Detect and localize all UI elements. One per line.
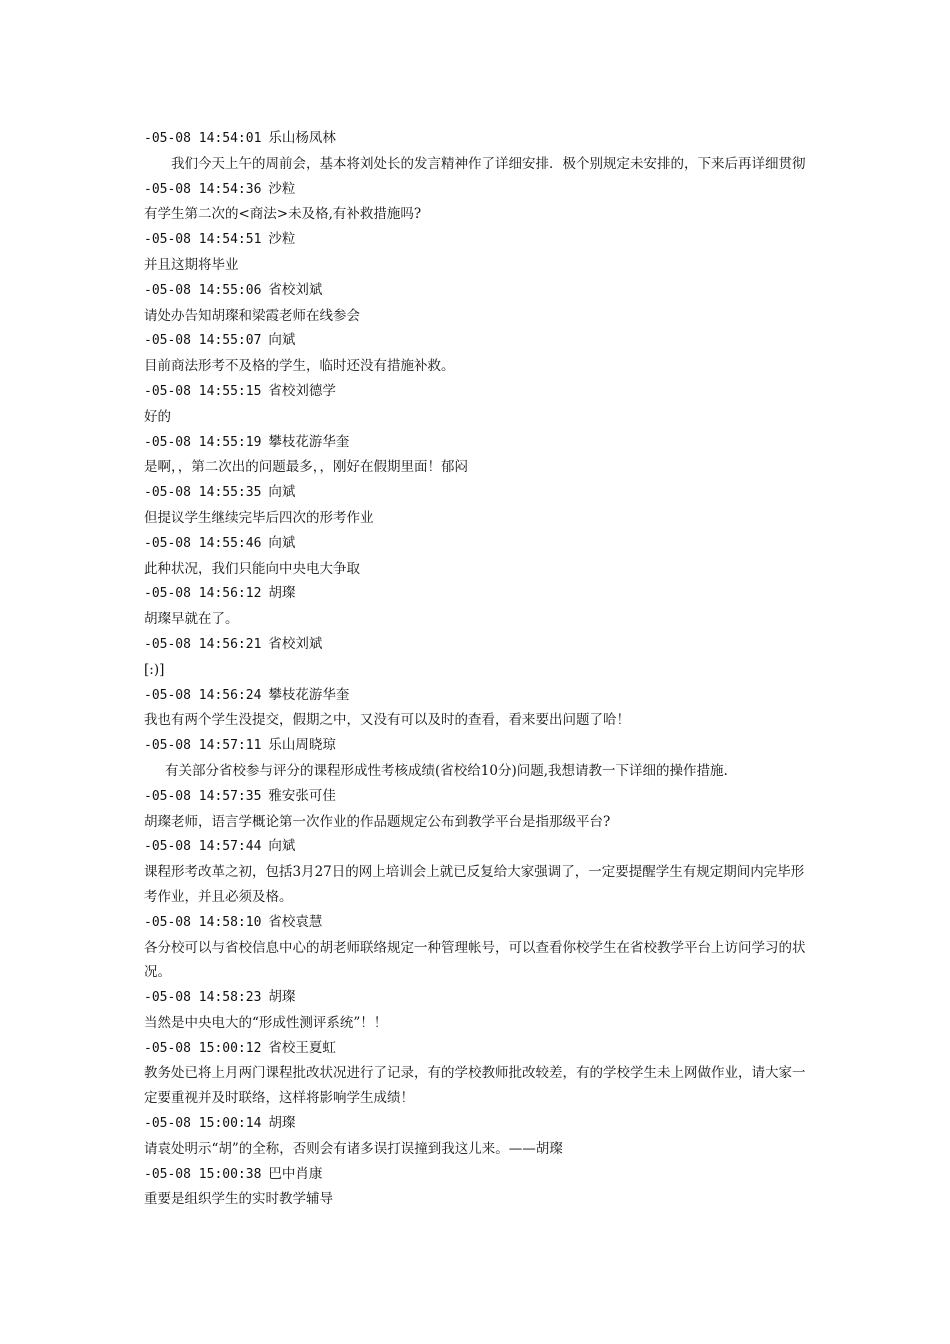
entry-header — [144, 531, 808, 557]
entry-timestamp: -05-08 14:55:19 — [144, 434, 262, 450]
entry-header — [144, 480, 808, 506]
entry-message: 有关部分省校参与评分的课程形成性考核成绩(省校给10分)问题,我想请教一下详细的操作措施. — [165, 762, 728, 779]
entry-message: 我也有两个学生没提交，假期之中，又没有可以及时的查看，看来要出问题了哈！ — [144, 712, 630, 729]
entry-author: 沙粒 — [268, 231, 296, 248]
entry-author: 向斌 — [268, 838, 296, 855]
entry-timestamp: -05-08 14:54:51 — [144, 232, 262, 248]
chat-entry — [144, 278, 808, 329]
entry-header — [144, 632, 808, 658]
entry-header — [144, 278, 808, 304]
entry-message: 请袁处明示“胡”的全称，否则会有诸多误打误撞到我这儿来。——胡璨 — [144, 1140, 563, 1157]
entry-header — [144, 910, 808, 936]
entry-message: 我们今天上午的周前会，基本将刘处长的发言精神作了详细安排．极个别规定未安排的，下来后再详细贯彻 — [171, 155, 806, 172]
entry-message: 此种状况，我们只能向中央电大争取 — [144, 560, 360, 577]
entry-author: 省校袁慧 — [268, 913, 323, 930]
chat-entry — [144, 328, 808, 379]
chat-entry — [144, 683, 808, 734]
chat-entry — [144, 784, 808, 835]
entry-header — [144, 683, 808, 709]
entry-timestamp: -05-08 14:57:44 — [144, 839, 262, 855]
entry-timestamp: -05-08 14:54:01 — [144, 131, 262, 146]
entry-author: 向斌 — [268, 332, 296, 349]
entry-author: 省校刘斌 — [268, 635, 323, 652]
entry-author: 雅安张可佳 — [268, 787, 336, 804]
chat-entry — [144, 1111, 808, 1162]
entry-timestamp: -05-08 14:55:15 — [144, 383, 262, 399]
entry-message: 胡璨老师，语言学概论第一次作业的作品题规定公布到教学平台是指那级平台? — [144, 813, 611, 830]
entry-header — [144, 177, 808, 203]
entry-timestamp: -05-08 14:55:35 — [144, 485, 262, 501]
entry-header — [144, 784, 808, 810]
entry-header — [144, 834, 808, 860]
entry-header — [144, 379, 808, 405]
entry-timestamp: -05-08 14:54:36 — [144, 181, 262, 197]
chat-entry — [144, 227, 808, 278]
entry-header — [144, 733, 808, 759]
entry-timestamp: -05-08 14:57:35 — [144, 788, 262, 804]
chat-entry — [144, 910, 808, 985]
chat-log — [144, 126, 808, 1212]
chat-entry — [144, 379, 808, 430]
entry-author: 向斌 — [268, 534, 296, 551]
entry-author: 胡璨 — [268, 989, 296, 1006]
chat-entry — [144, 581, 808, 632]
entry-header — [144, 1162, 808, 1188]
entry-timestamp: -05-08 14:58:23 — [144, 990, 262, 1006]
entry-message: 但提议学生继续完毕后四次的形考作业 — [144, 509, 374, 526]
entry-timestamp: -05-08 15:00:38 — [144, 1166, 262, 1182]
entry-header — [144, 328, 808, 354]
chat-entry — [144, 177, 808, 228]
entry-message: 目前商法形考不及格的学生，临时还没有措施补救。 — [144, 358, 455, 375]
entry-author: 省校王夏虹 — [268, 1039, 336, 1056]
entry-author: 乐山杨凤林 — [268, 130, 336, 146]
entry-timestamp: -05-08 15:00:12 — [144, 1040, 262, 1056]
entry-message: 请处办告知胡璨和梁霞老师在线参会 — [144, 307, 360, 324]
entry-header — [144, 1111, 808, 1137]
entry-message: 当然是中央电大的“形成性测评系统”！！ — [144, 1014, 388, 1031]
entry-timestamp: -05-08 14:56:12 — [144, 586, 262, 602]
entry-timestamp: -05-08 15:00:14 — [144, 1116, 262, 1132]
entry-header — [144, 430, 808, 456]
entry-message: [:)] — [144, 661, 165, 678]
entry-author: 攀枝花游华奎 — [268, 433, 350, 450]
entry-message: 教务处已将上月两门课程批改状况进行了记录，有的学校教师批改较差，有的学校学生未上网做作业，请大家一定要重视并及时联络，这样将影响学生成绩！ — [144, 1065, 806, 1107]
entry-header — [144, 126, 808, 152]
entry-timestamp: -05-08 14:56:21 — [144, 636, 262, 652]
entry-header — [144, 227, 808, 253]
entry-author: 省校刘德学 — [268, 382, 336, 399]
entry-message: 课程形考改革之初，包括3月27日的网上培训会上就已反复给大家强调了，一定要提醒学生有规定期间内完毕形考作业，并且必须及格。 — [144, 864, 805, 905]
entry-author: 省校刘斌 — [268, 281, 323, 298]
entry-timestamp: -05-08 14:55:46 — [144, 535, 262, 551]
entry-message: 各分校可以与省校信息中心的胡老师联络规定一种管理帐号，可以查看你校学生在省校教学平台上访问学习的状况。 — [144, 939, 806, 981]
entry-timestamp: -05-08 14:57:11 — [144, 738, 262, 754]
entry-message: 重要是组织学生的实时教学辅导 — [144, 1191, 333, 1208]
entry-author: 胡璨 — [268, 1115, 296, 1132]
entry-header — [144, 1036, 808, 1062]
chat-entry — [144, 632, 808, 683]
entry-author: 向斌 — [268, 484, 296, 501]
chat-entry — [144, 531, 808, 582]
chat-entry — [144, 1036, 808, 1111]
entry-timestamp: -05-08 14:58:10 — [144, 914, 262, 930]
chat-entry — [144, 985, 808, 1036]
entry-author: 巴中肖康 — [268, 1165, 323, 1182]
entry-message: 有学生第二次的<商法>未及格,有补救措施吗? — [144, 206, 422, 223]
entry-message: 好的 — [144, 408, 171, 425]
entry-timestamp: -05-08 14:55:07 — [144, 333, 262, 349]
chat-entry — [144, 430, 808, 481]
entry-timestamp: -05-08 14:55:06 — [144, 282, 262, 298]
entry-author: 攀枝花游华奎 — [268, 686, 350, 703]
chat-entry — [144, 834, 808, 909]
chat-entry — [144, 1162, 808, 1213]
chat-entry — [144, 126, 808, 177]
entry-author: 胡璨 — [268, 585, 296, 602]
chat-entry — [144, 480, 808, 531]
chat-entry — [144, 733, 808, 784]
entry-header — [144, 581, 808, 607]
entry-author: 沙粒 — [268, 180, 296, 197]
entry-message: 并且这期将毕业 — [144, 256, 239, 273]
entry-message: 是啊，，第二次出的问题最多，，刚好在假期里面！郁闷 — [144, 459, 468, 476]
entry-timestamp: -05-08 14:56:24 — [144, 687, 262, 703]
entry-author: 乐山周晓琼 — [268, 737, 336, 754]
entry-header — [144, 985, 808, 1011]
entry-message: 胡璨早就在了。 — [144, 611, 239, 628]
